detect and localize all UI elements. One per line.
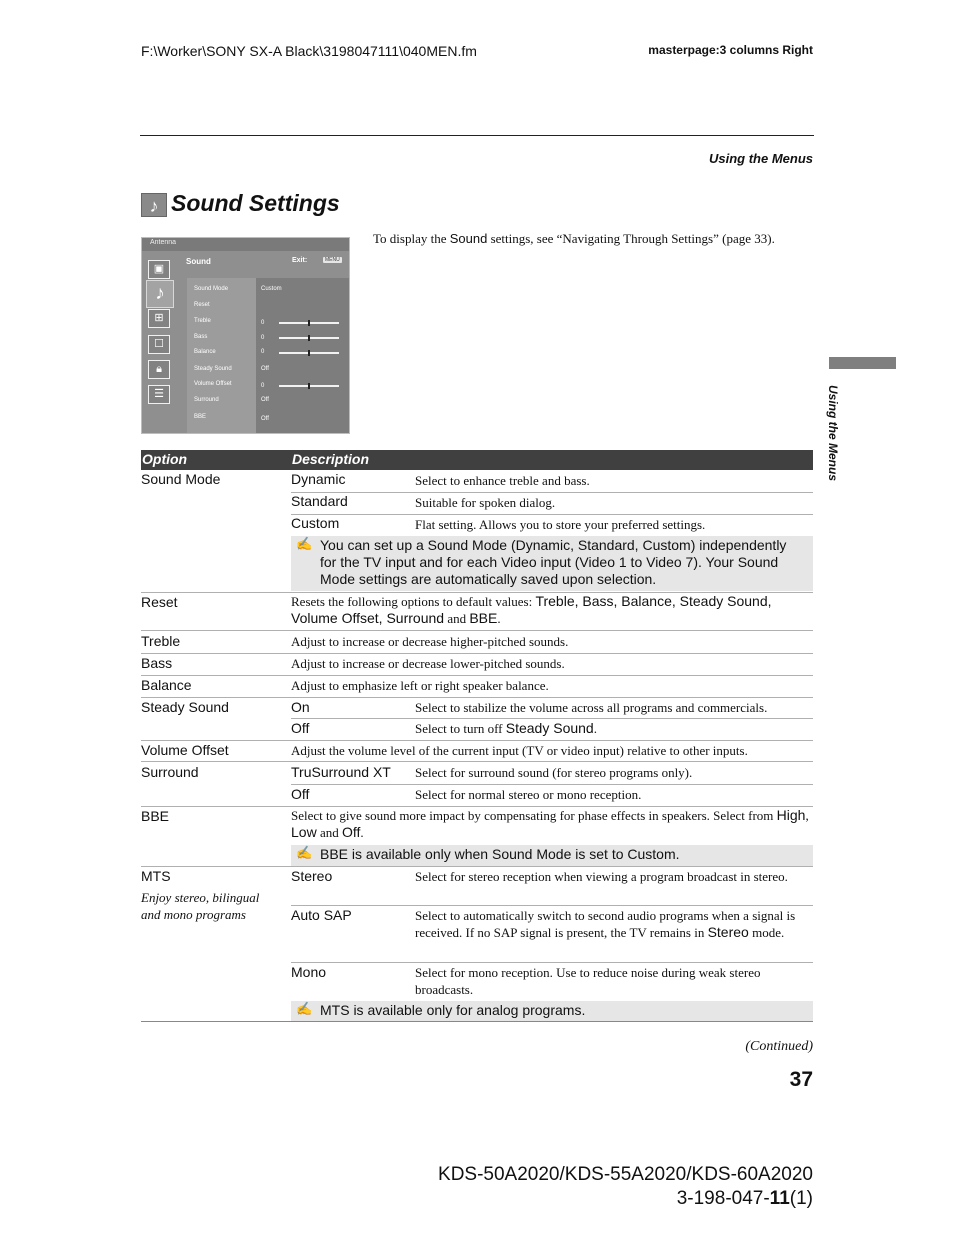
option-surround: Surround	[141, 764, 199, 780]
top-rule	[140, 135, 814, 136]
parental-lock-icon: 🔒︎	[148, 360, 170, 379]
treble-slider	[279, 322, 339, 324]
balance-slider	[279, 352, 339, 354]
slider-knob	[308, 335, 310, 341]
menu-item-surround: Surround	[194, 397, 219, 403]
model-line: KDS-50A2020/KDS-55A2020/KDS-60A2020	[438, 1164, 813, 1185]
desc-volume-offset: Adjust the volume level of the current input (TV or video input) relative to other inputs.	[291, 743, 748, 758]
sound-menu-screenshot	[141, 237, 350, 434]
menu-item-treble: Treble	[194, 318, 211, 324]
slider-knob	[308, 350, 310, 356]
continued-label: (Continued)	[745, 1039, 813, 1054]
row-divider	[141, 866, 813, 867]
row-divider	[141, 675, 813, 676]
part-number: 3-198-047-11(1)	[676, 1188, 813, 1209]
desc-on: Select to stabilize the volume across all programs and commercials.	[415, 700, 768, 715]
row-divider	[141, 630, 813, 631]
setting-trusurround-xt: TruSurround XT	[291, 764, 391, 780]
note-mts	[291, 1001, 813, 1022]
note-text: MTS is available only for analog programs.	[320, 1002, 586, 1018]
option-steady-sound: Steady Sound	[141, 699, 229, 715]
column-header-option: Option	[142, 451, 188, 467]
note-text: BBE is available only when Sound Mode is set to Custom.	[320, 846, 680, 862]
desc-reset: Resets the following options to default values: Treble, Bass, Balance, Steady Sound, Volume Offset, Surround and BBE.	[291, 593, 772, 626]
setting-mono: Mono	[291, 964, 327, 980]
menu-value-treble: 0	[261, 320, 265, 326]
setting-dynamic: Dynamic	[291, 471, 346, 487]
running-head: Using the Menus	[708, 151, 813, 166]
row-divider	[291, 905, 813, 906]
desc-mono: Select for mono reception. Use to reduce noise during weak stereo broadcasts.	[415, 965, 761, 997]
option-reset: Reset	[141, 594, 178, 610]
desc-bass: Adjust to increase or decrease lower-pitched sounds.	[291, 656, 565, 671]
menu-value-steady-sound: Off	[261, 366, 269, 372]
desc-surround-off: Select for normal stereo or mono reception.	[415, 787, 642, 802]
note-pencil-icon: ✍	[296, 536, 313, 551]
setting-auto-sap: Auto SAP	[291, 907, 352, 923]
mts-subtitle: Enjoy stereo, bilingual and mono programs	[141, 890, 260, 922]
row-divider	[291, 784, 813, 785]
menu-item-bass: Bass	[194, 334, 208, 340]
menu-value-surround: Off	[261, 397, 269, 403]
option-bbe: BBE	[141, 808, 170, 824]
menu-item-balance: Balance	[194, 349, 216, 355]
table-header	[141, 450, 813, 470]
desc-bbe: Select to give sound more impact by compensating for phase effects in speakers. Select from High, Low and Off.	[291, 807, 809, 840]
model-numbers	[300, 1163, 813, 1211]
desc-steady-off: Select to turn off Steady Sound.	[415, 720, 597, 736]
masterpage-label: masterpage:3 columns Right	[648, 43, 813, 57]
menu-values-panel	[256, 278, 349, 433]
menu-value-balance: 0	[261, 349, 265, 355]
row-divider	[291, 514, 813, 515]
setting-on: On	[291, 699, 310, 715]
side-tab-marker	[829, 357, 896, 369]
desc-balance: Adjust to emphasize left or right speaker balance.	[291, 678, 549, 693]
setting-off: Off	[291, 720, 310, 736]
note-text: You can set up a Sound Mode (Dynamic, Standard, Custom) independently for the TV input and for each Video input (Video 1 to Video 7). Your Sound Mode settings are automatically saved upon selection.	[320, 537, 787, 587]
menu-item-sound-mode: Sound Mode	[194, 286, 229, 292]
desc-treble: Adjust to increase or decrease higher-pitched sounds.	[291, 634, 569, 649]
setting-custom: Custom	[291, 515, 340, 531]
column-header-description: Description	[292, 451, 370, 467]
option-treble: Treble	[141, 633, 181, 649]
setting-standard: Standard	[291, 493, 348, 509]
row-divider	[291, 718, 813, 719]
menu-key-badge: MENU	[325, 257, 340, 263]
option-balance: Balance	[141, 677, 192, 693]
intro-paragraph: To display the Sound settings, see “Navigating Through Settings” (page 33).	[373, 231, 775, 246]
menu-item-reset: Reset	[194, 302, 210, 308]
option-bass: Bass	[141, 655, 173, 671]
side-tab-label: Using the Menus	[826, 385, 840, 482]
desc-stereo: Select for stereo reception when viewing a program broadcast in stereo.	[415, 869, 788, 884]
desc-auto-sap: Select to automatically switch to second audio programs when a signal is received. If no SAP signal is present, the TV remains in Stereo mode.	[415, 908, 796, 940]
tv-icon: ▣	[148, 260, 170, 279]
note-sound-mode	[291, 536, 813, 591]
option-mts: MTS	[141, 868, 171, 884]
menu-value-volume-offset: 0	[261, 383, 265, 389]
row-divider	[141, 653, 813, 654]
volume-offset-slider	[279, 385, 339, 387]
menu-item-steady-sound: Steady Sound	[194, 366, 232, 372]
slider-knob	[308, 383, 310, 389]
desc-custom: Flat setting. Allows you to store your preferred settings.	[415, 517, 706, 532]
file-path-header: F:\Worker\SONY SX-A Black\3198047111\040MEN.fm	[141, 43, 477, 59]
menu-title: Sound	[186, 257, 211, 266]
option-sound-mode: Sound Mode	[141, 471, 221, 487]
sound-icon: ♪	[146, 280, 174, 308]
row-divider	[141, 761, 813, 762]
menu-input-label: Antenna	[150, 239, 177, 246]
page-title: Sound Settings	[171, 190, 340, 216]
desc-trusurround-xt: Select for surround sound (for stereo programs only).	[415, 765, 693, 780]
desc-dynamic: Select to enhance treble and bass.	[415, 473, 590, 488]
menu-value-sound-mode: Custom	[261, 286, 282, 292]
note-pencil-icon: ✍	[296, 1001, 313, 1016]
bass-slider	[279, 337, 339, 339]
page-number: 37	[789, 1068, 813, 1091]
setting-stereo: Stereo	[291, 868, 333, 884]
note-pencil-icon: ✍	[296, 845, 313, 860]
screen-icon: ⊞	[148, 309, 170, 328]
menu-exit-label: Exit:	[292, 257, 308, 264]
table-bottom-rule	[141, 1021, 813, 1022]
row-divider	[291, 492, 813, 493]
slider-knob	[308, 320, 310, 326]
option-volume-offset: Volume Offset	[141, 742, 229, 758]
desc-standard: Suitable for spoken dialog.	[415, 495, 556, 510]
setup-icon: ☰	[148, 385, 170, 404]
setting-surround-off: Off	[291, 786, 310, 802]
row-divider	[291, 962, 813, 963]
row-divider	[141, 740, 813, 741]
music-note-icon: ♪	[141, 193, 167, 217]
note-bbe	[291, 845, 813, 866]
row-divider	[141, 697, 813, 698]
menu-value-bass: 0	[261, 335, 265, 341]
menu-value-bbe: Off	[261, 416, 269, 422]
menu-item-bbe: BBE	[194, 414, 207, 420]
channel-icon: ☐	[148, 335, 170, 354]
menu-item-volume-offset: Volume Offset	[194, 381, 232, 387]
